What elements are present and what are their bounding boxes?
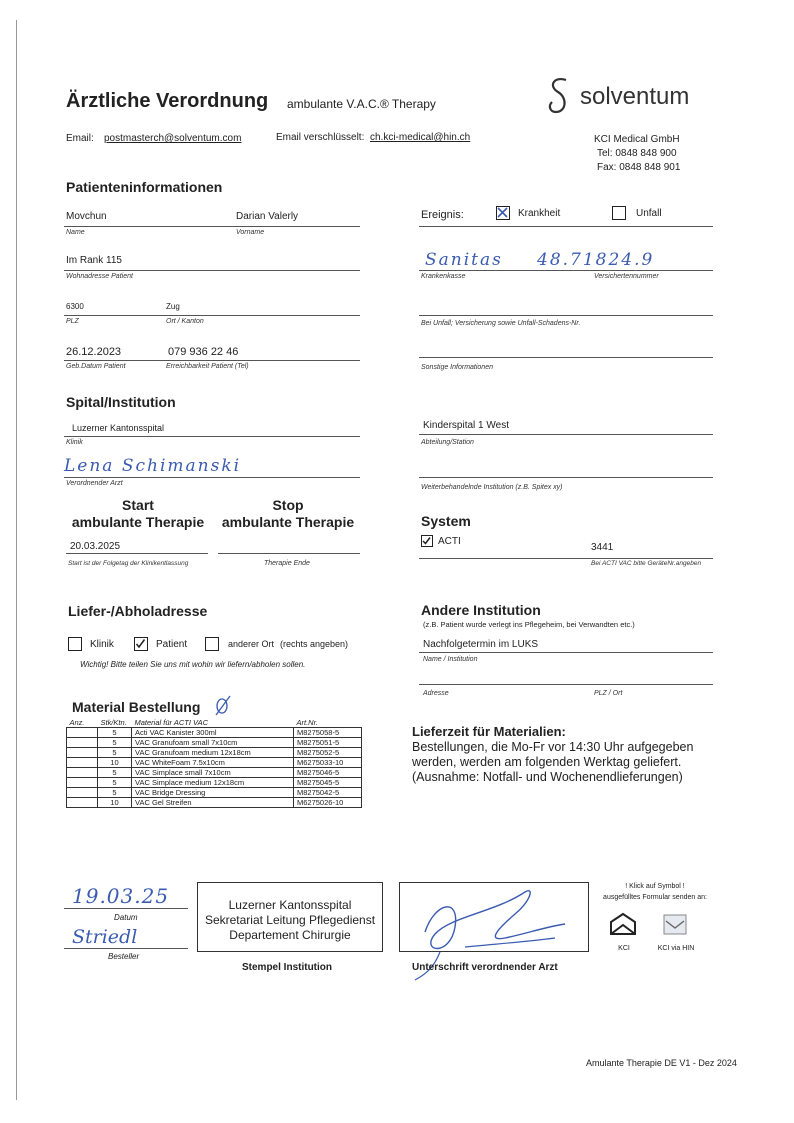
row-artnr: M6275033-10 (294, 758, 362, 768)
row-artnr: M6275026-10 (294, 798, 362, 808)
lieferzeit-line1: Bestellungen, die Mo-Fr vor 14:30 Uhr aufgegeben (412, 740, 694, 754)
cap-sonstige: Sonstige Informationen (421, 364, 493, 371)
email-label: Email: (66, 133, 94, 144)
version-footer: Amulante Therapie DE V1 - Dez 2024 (586, 1058, 737, 1068)
cap-geb: Geb.Datum Patient (66, 363, 126, 370)
company-tel: Tel: 0848 848 900 (597, 148, 677, 159)
checkbox-anderer-ort[interactable] (205, 637, 219, 651)
cap-plz: PLZ (66, 318, 79, 325)
click-hint-1: ! Klick auf Symbol ! (625, 883, 685, 890)
cap-adresse: Wohnadresse Patient (66, 273, 133, 280)
cap-name: Name (66, 229, 85, 236)
besteller-value[interactable]: Striedl (72, 926, 138, 948)
send-kci-button[interactable] (609, 912, 639, 952)
row-material: VAC Granufoam small 7x10cm (132, 738, 294, 748)
row-stk: 5 (98, 768, 132, 778)
table-row[interactable] (67, 798, 362, 808)
klinik-value[interactable]: Luzerner Kantonsspital (72, 423, 165, 433)
row-anz[interactable] (67, 788, 98, 798)
line-name (64, 226, 360, 227)
table-row[interactable] (67, 768, 362, 778)
row-anz[interactable] (67, 798, 98, 808)
geraet-nr[interactable]: 3441 (591, 542, 614, 553)
stamp-line1: Luzerner Kantonsspital (228, 898, 352, 912)
section-material: Material Bestellung (72, 699, 201, 715)
line-weiter (419, 477, 713, 478)
lieferzeit-title: Lieferzeit für Materialien: (412, 724, 566, 739)
row-stk: 5 (98, 778, 132, 788)
material-table (66, 718, 362, 808)
start-line1: Start (122, 497, 154, 513)
row-artnr: M8275045-5 (294, 778, 362, 788)
cap-versichertennummer: Versichertennummer (594, 273, 659, 280)
andere-name-value[interactable]: Nachfolgetermin im LUKS (423, 639, 539, 650)
cap-weiter: Weiterbehandelnde Institution (z.B. Spitex xy) (421, 484, 563, 491)
row-anz[interactable] (67, 768, 98, 778)
row-stk: 5 (98, 738, 132, 748)
cap-tel: Erreichbarkeit Patient (Tel) (166, 363, 249, 370)
patient-adresse[interactable]: Im Rank 115 (66, 255, 122, 266)
col-anz: Anz. (67, 718, 98, 728)
label-klinik: Klinik (90, 639, 114, 650)
email-encrypted-link[interactable]: ch.kci-medical@hin.ch (370, 132, 471, 143)
label-acti: ACTI (438, 536, 461, 547)
stop-line1: Stop (272, 497, 304, 513)
check-mark-icon (422, 536, 431, 545)
cap-datum: Datum (114, 913, 138, 922)
section-liefer: Liefer-/Abholadresse (68, 603, 208, 619)
cap-vorname: Vorname (236, 229, 265, 236)
line-unfall (419, 315, 713, 316)
cap-stempel: Stempel Institution (242, 962, 332, 973)
row-anz[interactable] (67, 728, 98, 738)
table-row[interactable] (67, 788, 362, 798)
row-artnr: M8275052-5 (294, 748, 362, 758)
line-abteilung (419, 434, 713, 435)
email-encrypted-label: Email verschlüsselt: (276, 132, 365, 143)
material-header-row (67, 718, 362, 728)
row-anz[interactable] (67, 758, 98, 768)
cap-ende: Therapie Ende (264, 560, 310, 567)
brand-name: solventum (580, 83, 690, 110)
label-patient: Patient (156, 639, 188, 650)
cap-ort: Ort / Kanton (166, 318, 204, 325)
label-anderer-ort: anderer Ort (228, 639, 275, 649)
company-fax: Fax: 0848 848 901 (597, 162, 681, 173)
secure-mail-icon (661, 912, 689, 936)
check-mark-icon (135, 638, 146, 649)
table-row[interactable] (67, 758, 362, 768)
form-title: Ärztliche Verordnung (66, 90, 269, 112)
line-krankenkasse (419, 270, 713, 271)
row-anz[interactable] (67, 748, 98, 758)
abteilung-value[interactable]: Kinderspital 1 West (423, 420, 509, 431)
line-arzt (64, 477, 360, 478)
row-anz[interactable] (67, 738, 98, 748)
lieferzeit-line3: (Ausnahme: Notfall- und Wochenendlieferungen) (412, 770, 683, 784)
form-subtitle: ambulante V.A.C.® Therapy (287, 97, 436, 111)
patient-ort[interactable]: Zug (166, 302, 180, 311)
checkbox-krankheit[interactable] (496, 206, 510, 220)
row-anz[interactable] (67, 778, 98, 788)
datum-value[interactable]: 19.03.25 (72, 884, 170, 908)
checkbox-unfall[interactable] (612, 206, 626, 220)
label-krankheit: Krankheit (518, 208, 561, 219)
row-artnr: M8275051-5 (294, 738, 362, 748)
col-stk: Stk/Ktn. (98, 718, 132, 728)
line-stop (218, 553, 360, 554)
cap-geraet: Bei ACTI VAC bitte GeräteNr.angeben (591, 560, 702, 567)
cap-unfall: Bei Unfall; Versicherung sowie Unfall-Schadens-Nr. (421, 320, 581, 327)
label-unfall: Unfall (636, 208, 662, 219)
section-patient: Patienteninformationen (66, 179, 223, 195)
stop-line2: ambulante Therapie (221, 514, 355, 530)
stamp-line2: Sekretariat Leitung Pflegedienst (204, 913, 376, 927)
cap-start: Start ist der Folgetag der Klinikentlassung (68, 560, 189, 567)
row-material: Acti VAC Kanister 300ml (132, 728, 294, 738)
lieferzeit-line2: werden, werden am folgenden Werktag geliefert. (412, 755, 682, 769)
checkbox-klinik[interactable] (68, 637, 82, 651)
cap-unterschrift: Unterschrift verordnender Arzt (412, 962, 558, 973)
row-material: VAC Bridge Dressing (132, 788, 294, 798)
line-datum (64, 908, 188, 909)
click-hint-2: ausgefülltes Formular senden an: (603, 894, 707, 901)
section-andere: Andere Institution (421, 602, 541, 618)
row-artnr: M8275042-5 (294, 788, 362, 798)
line-klinik (64, 436, 360, 437)
cap-klinik: Klinik (66, 439, 83, 446)
patient-name[interactable]: Movchun (66, 211, 107, 222)
checkbox-patient[interactable] (134, 637, 148, 651)
table-row[interactable] (67, 748, 362, 758)
line-start (66, 553, 208, 554)
line-geb (64, 360, 360, 361)
row-artnr: M8275058-5 (294, 728, 362, 738)
line-sonstige (419, 357, 713, 358)
checkbox-acti[interactable] (421, 535, 433, 547)
row-stk: 10 (98, 798, 132, 808)
arzt-value[interactable]: Lena Schimanski (64, 456, 242, 476)
table-row[interactable] (67, 738, 362, 748)
row-material: VAC Granufoam medium 12x18cm (132, 748, 294, 758)
line-andere-name (419, 652, 713, 653)
row-material: VAC Simplace small 7x10cm (132, 768, 294, 778)
mail-icon (609, 912, 637, 936)
ereignis-label: Ereignis: (421, 209, 464, 221)
start-date[interactable]: 20.03.2025 (70, 541, 121, 552)
row-stk: 5 (98, 728, 132, 738)
cap-besteller: Besteller (108, 952, 140, 961)
row-stk: 10 (98, 758, 132, 768)
table-row[interactable] (67, 728, 362, 738)
section-system: System (421, 513, 471, 529)
label-kci: KCI (618, 945, 630, 952)
stop-header (220, 497, 356, 531)
solventum-logo-icon (544, 74, 574, 123)
company-name: KCI Medical GmbH (594, 134, 680, 145)
liefer-note: Wichtig! Bitte teilen Sie uns mit wohin wir liefern/abholen sollen. (80, 660, 306, 669)
row-stk: 5 (98, 788, 132, 798)
cap-andere-adresse: Adresse (423, 690, 449, 697)
versichertennummer-value[interactable]: 48.71824.9 (537, 250, 655, 270)
line-besteller (64, 948, 188, 949)
row-material: VAC Gel Streifen (132, 798, 294, 808)
patient-geburtsdatum[interactable]: 26.12.2023 (66, 346, 122, 358)
line-system (419, 558, 713, 559)
andere-hint: (z.B. Patient wurde verlegt ins Pflegeheim, bei Verwandten etc.) (423, 620, 635, 629)
cap-andere-plz: PLZ / Ort (594, 690, 623, 697)
patient-plz[interactable]: 6300 (66, 302, 84, 311)
line-andere-adresse (419, 684, 713, 685)
start-line2: ambulante Therapie (71, 514, 205, 530)
row-material: VAC Simplace medium 12x18cm (132, 778, 294, 788)
row-material: VAC WhiteFoam 7.5x10cm (132, 758, 294, 768)
cap-andere-name: Name / Institution (423, 656, 478, 663)
table-row[interactable] (67, 778, 362, 788)
row-stk: 5 (98, 748, 132, 758)
email-link[interactable]: postmasterch@solventum.com (104, 133, 242, 144)
col-material: Material für ACTI VAC (132, 718, 294, 728)
cap-krankenkasse: Krankenkasse (421, 273, 466, 280)
cap-abteilung: Abteilung/Station (421, 439, 474, 446)
cross-mark-icon (497, 207, 508, 218)
stamp-line3: Departement Chirurgie (229, 928, 351, 942)
label-kci-hin: KCI via HIN (657, 945, 695, 952)
col-artnr: Art.Nr. (294, 718, 362, 728)
line-plz (64, 315, 360, 316)
label-rechts-angeben: (rechts angeben) (280, 639, 349, 649)
send-kci-hin-button[interactable] (656, 912, 696, 952)
start-header (70, 497, 206, 531)
patient-vorname[interactable]: Darian Valerly (236, 211, 299, 222)
line-ereignis (419, 226, 713, 227)
krankenkasse-value[interactable]: Sanitas (425, 250, 503, 270)
line-adresse (64, 270, 360, 271)
row-artnr: M8275046-5 (294, 768, 362, 778)
cap-arzt: Verordnender Arzt (66, 480, 123, 487)
scan-edge (16, 20, 17, 1100)
section-spital: Spital/Institution (66, 394, 176, 410)
patient-telefon[interactable]: 079 936 22 46 (168, 346, 239, 358)
